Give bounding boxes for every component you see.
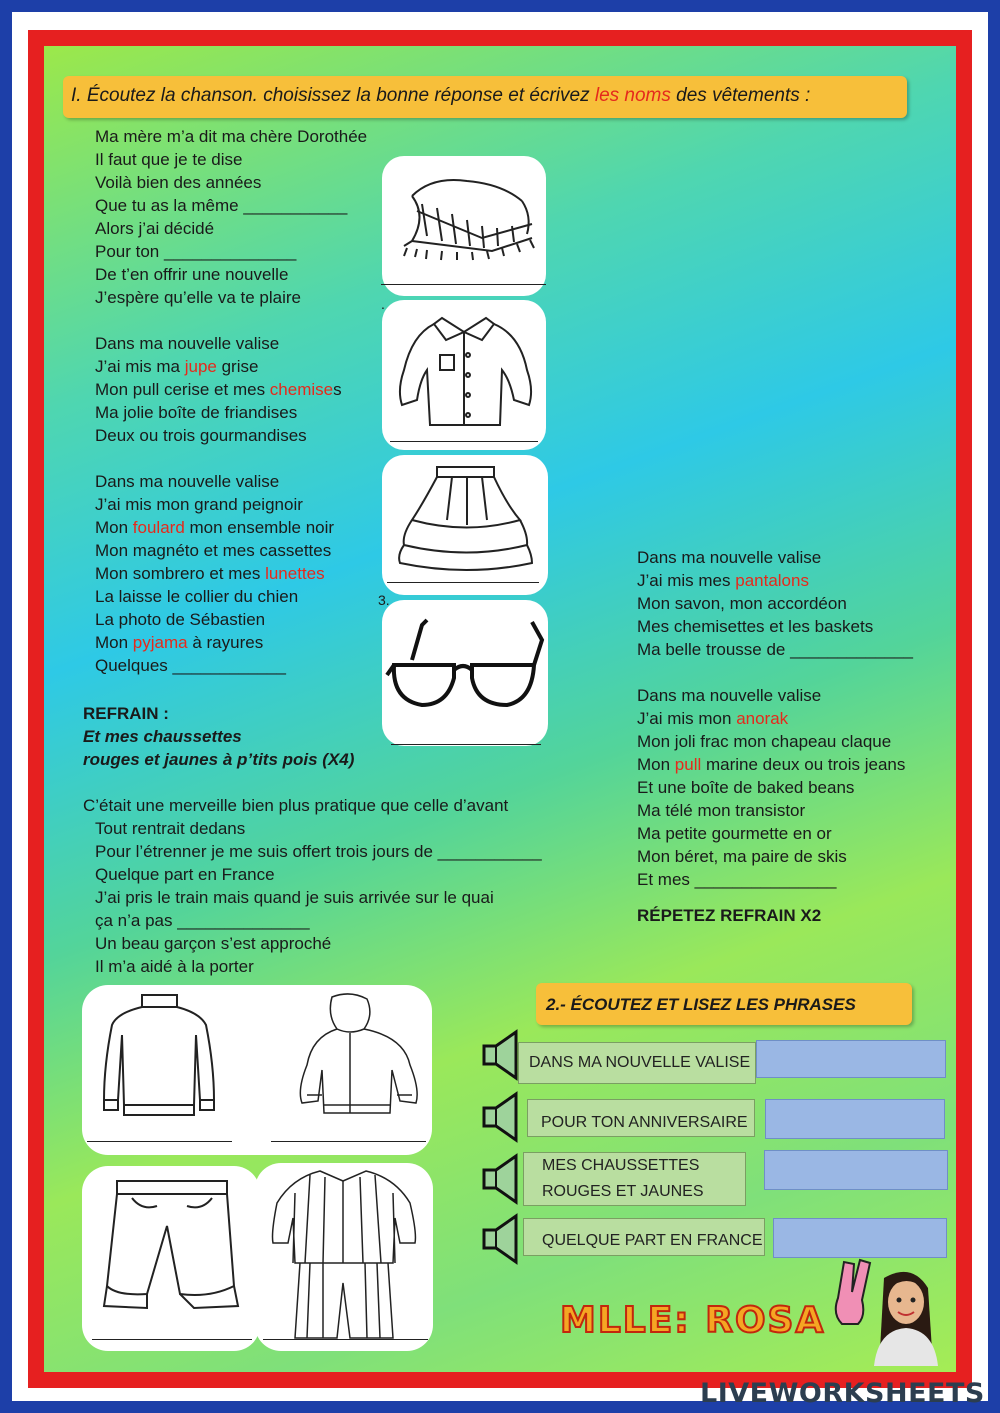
answer-line[interactable] (92, 1339, 252, 1340)
lyric-line: Mon savon, mon accordéon (637, 594, 847, 613)
lyric-line: Dans ma nouvelle valise (637, 548, 822, 567)
lyric-line-blank[interactable]: Pour l’étrenner je me suis offert trois jours de ___________ (95, 842, 542, 861)
lyric-line-blank[interactable]: Que tu as la même ___________ (95, 196, 348, 215)
repeat-refrain: RÉPETEZ REFRAIN X2 (637, 906, 822, 925)
title-highlight: les noms (594, 85, 671, 106)
lyric-text: marine deux ou trois jeans (701, 755, 906, 774)
trousers-icon (82, 1166, 260, 1351)
clothing-word: foulard (132, 518, 185, 537)
lyric-line (637, 709, 788, 729)
lyric-line: Deux ou trois gourmandises (95, 426, 307, 445)
lyric-text: s (333, 380, 342, 399)
anorak-icon (300, 994, 417, 1113)
sweater-icon (104, 995, 214, 1115)
lyric-line: Dans ma nouvelle valise (95, 334, 280, 353)
lyric-line: Ma télé mon transistor (637, 801, 806, 820)
phrase-box (523, 1218, 765, 1256)
lyric-line: Mon joli frac mon chapeau claque (637, 732, 892, 751)
answer-line[interactable] (391, 744, 541, 745)
lyric-line: Ma mère m’a dit ma chère Dorothée (95, 127, 368, 146)
clothing-word: jupe (184, 357, 217, 376)
refrain-line: Et mes chaussettes (83, 727, 242, 746)
scarf-icon (382, 156, 546, 296)
peace-hand-icon (836, 1260, 870, 1324)
lyric-line: Dans ma nouvelle valise (637, 686, 822, 705)
clothing-word: pantalons (735, 571, 809, 590)
lyric-text: Mon (95, 518, 133, 537)
lyric-line-blank[interactable]: Et mes _______________ (637, 870, 837, 889)
phrase-text: POUR TON ANNIVERSAIRE (541, 1114, 748, 1131)
speaker-icon[interactable] (478, 1210, 522, 1268)
lyric-line: Et une boîte de baked beans (637, 778, 855, 797)
phrase-box (527, 1099, 755, 1137)
answer-box[interactable] (773, 1218, 947, 1258)
lyric-line: Ma jolie boîte de friandises (95, 403, 298, 422)
lyric-line (637, 571, 809, 591)
lyric-line (95, 518, 334, 538)
phrase-text: QUELQUE PART EN FRANCE (542, 1232, 763, 1249)
lyric-line: Quelque part en France (95, 865, 275, 884)
answer-line[interactable] (390, 441, 538, 442)
lyric-line-blank[interactable]: ça n’a pas ______________ (95, 911, 310, 930)
lyric-line (95, 357, 258, 377)
lyric-line: La photo de Sébastien (95, 610, 266, 629)
answer-line[interactable] (271, 1141, 426, 1142)
teacher-avatar (828, 1258, 940, 1368)
lyric-line: C’était une merveille bien plus pratique que celle d’avant (83, 796, 509, 815)
clothing-word: pull (674, 755, 702, 774)
card-shirt (382, 300, 546, 450)
lyric-line: Il m’a aidé à la porter (95, 957, 254, 976)
lyric-line: Voilà bien des années (95, 173, 262, 192)
lyric-text: Mon pull cerise et mes (95, 380, 270, 399)
lyric-text: Mon (637, 755, 675, 774)
lyric-text: Mon (95, 633, 133, 652)
card-mark: 3. (378, 592, 390, 608)
section2-title-text: 2.- ÉCOUTEZ ET LISEZ LES PHRASES (546, 995, 856, 1014)
lyric-line (95, 380, 342, 400)
title-part2: des vêtements : (670, 85, 811, 106)
lyric-line: Tout rentrait dedans (95, 819, 246, 838)
lyric-text: mon ensemble noir (184, 518, 335, 537)
lyric-line (95, 633, 263, 653)
speaker-icon[interactable] (478, 1026, 522, 1084)
lyric-line: Un beau garçon s’est approché (95, 934, 332, 953)
phrase-box (518, 1042, 756, 1084)
answer-line[interactable] (387, 582, 539, 583)
bottom-top-images (82, 985, 432, 1155)
card-skirt (382, 455, 548, 595)
exercise-2-title (536, 983, 912, 1025)
lyric-line: Dans ma nouvelle valise (95, 472, 280, 491)
lyric-line: Il faut que je te dise (95, 150, 243, 169)
lyric-line: Alors j’ai décidé (95, 219, 215, 238)
card-pyjamas (255, 1163, 433, 1351)
card-glasses (382, 600, 548, 746)
lyric-text: Mon sombrero et mes (95, 564, 266, 583)
clothing-word: anorak (736, 709, 789, 728)
lyric-line: J’ai pris le train mais quand je suis arrivée sur le quai (95, 888, 494, 907)
liveworksheets-watermark: LIVEWORKSHEETS (700, 1378, 985, 1409)
clothing-word: pyjama (132, 633, 188, 652)
skirt-icon (382, 455, 548, 595)
card-sweater-anorak (82, 985, 432, 1155)
lyric-line-blank[interactable]: Quelques ____________ (95, 656, 286, 675)
clothing-word: lunettes (265, 564, 325, 583)
exercise-1-title (63, 76, 907, 118)
lyric-line: J’espère qu’elle va te plaire (95, 288, 302, 307)
lyric-line: Mon béret, ma paire de skis (637, 847, 847, 866)
answer-box[interactable] (765, 1099, 945, 1139)
card-trousers (82, 1166, 260, 1351)
speaker-icon[interactable] (478, 1088, 522, 1146)
lyric-text: grise (216, 357, 259, 376)
lyric-line: De t’en offrir une nouvelle (95, 265, 289, 284)
lyric-text: J’ai mis mon (637, 709, 737, 728)
answer-line[interactable] (263, 1339, 428, 1340)
refrain-title: REFRAIN : (83, 704, 169, 723)
clothing-word: chemise (269, 380, 334, 399)
refrain-line: rouges et jaunes à p’tits pois (X4) (83, 750, 355, 769)
speaker-icon[interactable] (478, 1150, 522, 1208)
lyric-line-blank[interactable]: Ma belle trousse de _____________ (637, 640, 913, 659)
lyric-text: à rayures (187, 633, 264, 652)
title-text (71, 85, 810, 107)
lyric-line (95, 564, 325, 584)
phrase-text: DANS MA NOUVELLE VALISE (529, 1054, 751, 1071)
shirt-icon (382, 300, 546, 450)
answer-box[interactable] (756, 1040, 946, 1078)
lyric-line: Mes chemisettes et les baskets (637, 617, 874, 636)
answer-box[interactable] (764, 1150, 948, 1190)
lyric-line-blank[interactable]: Pour ton ______________ (95, 242, 297, 261)
teacher-signature: MLLE: ROSA (560, 1300, 826, 1341)
lyric-text: J’ai mis ma (95, 357, 185, 376)
lyric-text: J’ai mis mes (637, 571, 736, 590)
card-scarf (382, 156, 546, 296)
glasses-icon (382, 600, 548, 746)
lyric-line: Mon magnéto et mes cassettes (95, 541, 332, 560)
answer-line[interactable] (381, 284, 546, 285)
phrase-text: ROUGES ET JAUNES (542, 1183, 704, 1200)
lyric-line: Ma petite gourmette en or (637, 824, 832, 843)
phrase-box (523, 1152, 746, 1206)
lyric-line: La laisse le collier du chien (95, 587, 299, 606)
card-mark: . (381, 296, 385, 312)
lyric-line (637, 755, 905, 775)
pyjamas-icon (255, 1163, 433, 1351)
answer-line[interactable] (87, 1141, 232, 1142)
phrase-text: MES CHAUSSETTES (542, 1157, 700, 1174)
title-part1: I. Écoutez la chanson. choisissez la bonne réponse et écrivez (71, 85, 595, 106)
lyric-line: J’ai mis mon grand peignoir (95, 495, 303, 514)
